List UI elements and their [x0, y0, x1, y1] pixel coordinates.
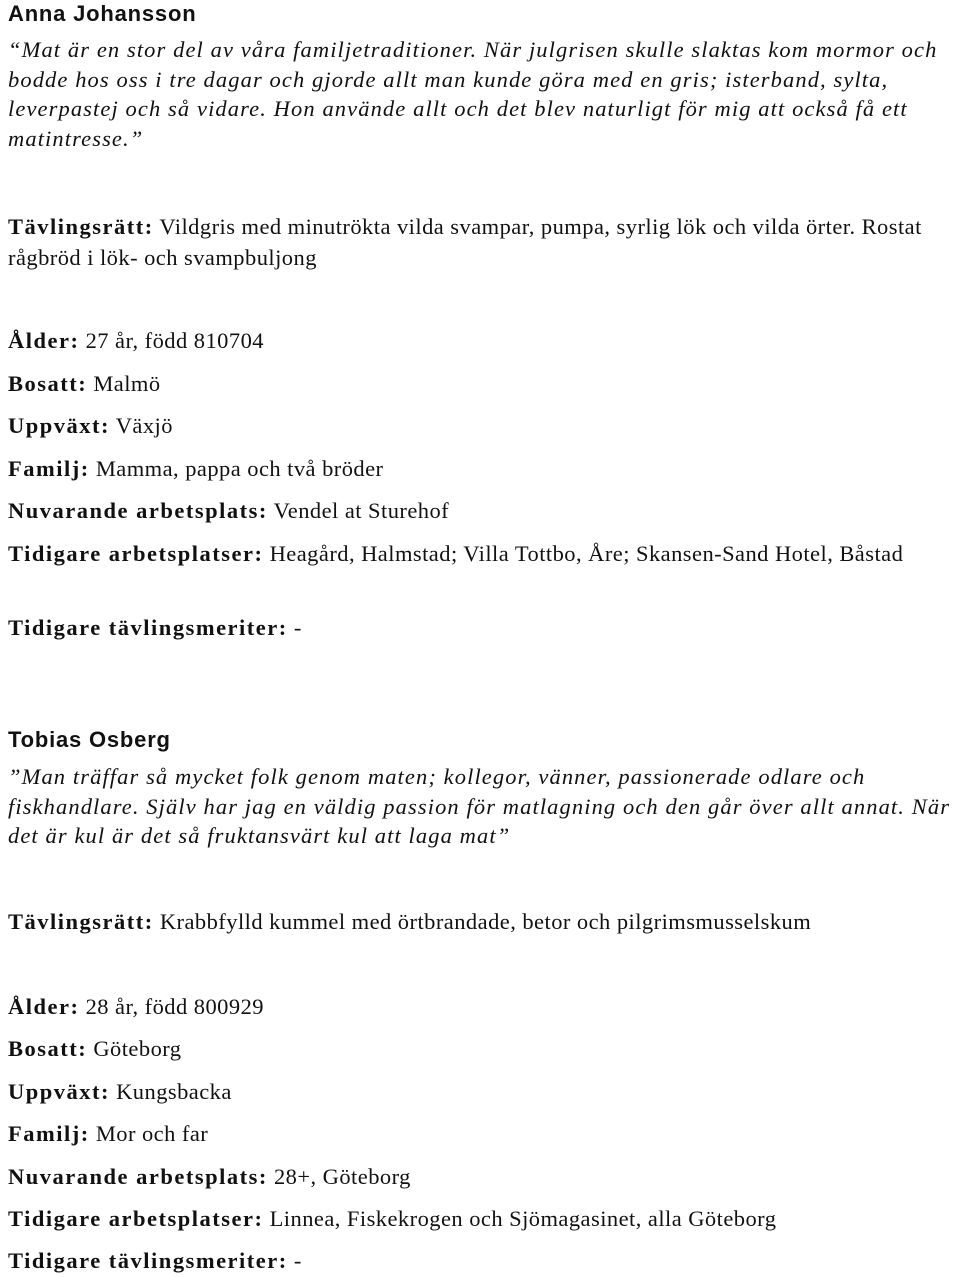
fact-label: Ålder:: [8, 328, 80, 353]
fact-value: Kungsbacka: [116, 1079, 232, 1104]
profile-name: Anna Johansson: [8, 1, 197, 26]
fact-label: Bosatt:: [8, 1036, 88, 1061]
fact-value: Malmö: [93, 371, 161, 396]
competition-dish: [8, 211, 958, 273]
fact-value: 28 år, född 800929: [85, 994, 264, 1019]
fact-value: Växjö: [115, 413, 173, 438]
fact-family: [8, 454, 958, 484]
fact-label: Tidigare tävlingsmeriter:: [8, 1248, 288, 1273]
fact-label: Bosatt:: [8, 371, 88, 396]
profile-quote: “Mat är en stor del av våra familjetraditioner. När julgrisen skulle slaktas kom mormor och bodde hos oss i tre dagar och gjorde allt man kunde göra med en gris; isterband, sylta, leverpastej och så vidare. Hon använde allt och det blev naturligt för mig att också få ett matintresse.”: [8, 37, 938, 151]
fact-current-workplace: [8, 1162, 958, 1192]
fact-current-workplace: [8, 496, 958, 526]
fact-label: Tidigare arbetsplatser:: [8, 1206, 264, 1231]
fact-competition-merits: [8, 613, 958, 643]
competition-dish: [8, 906, 958, 937]
dish-label: Tävlingsrätt:: [8, 214, 154, 239]
fact-value: -: [293, 1248, 302, 1273]
fact-label: Uppväxt:: [8, 1079, 111, 1104]
dish-value: Vildgris med minutrökta vilda svampar, pumpa, syrlig lök och vilda örter. Rostat rågbröd i lök- och svampbuljong: [8, 214, 922, 270]
fact-age: [8, 992, 958, 1022]
fact-family: [8, 1119, 958, 1149]
fact-value: Göteborg: [93, 1036, 182, 1061]
fact-residence: [8, 1034, 958, 1064]
fact-value: Linnea, Fiskekrogen och Sjömagasinet, alla Göteborg: [269, 1206, 777, 1231]
fact-label: Uppväxt:: [8, 413, 111, 438]
fact-label: Tidigare tävlingsmeriter:: [8, 615, 288, 640]
fact-label: Familj:: [8, 1121, 90, 1146]
fact-value: Mamma, pappa och två bröder: [95, 456, 384, 481]
fact-label: Ålder:: [8, 994, 80, 1019]
dish-value: Krabbfylld kummel med örtbrandade, betor och pilgrimsmusselskum: [159, 909, 812, 934]
fact-value: 27 år, född 810704: [85, 328, 264, 353]
profile-quote: ”Man träffar så mycket folk genom maten; kollegor, vänner, passionerade odlare och fiskhandlare. Själv har jag en väldig passion för matlagning och den går över allt annat. När det är kul är det så fruktansvärt kul att laga mat”: [8, 764, 951, 848]
fact-upbringing: [8, 1077, 958, 1107]
fact-value: -: [293, 615, 302, 640]
fact-label: Nuvarande arbetsplats:: [8, 498, 268, 523]
fact-value: Vendel at Sturehof: [273, 498, 450, 523]
fact-residence: [8, 369, 958, 399]
fact-competition-merits: [8, 1246, 958, 1276]
fact-value: Heagård, Halmstad; Villa Tottbo, Åre; Skansen-Sand Hotel, Båstad: [269, 541, 904, 566]
fact-previous-workplaces: [8, 1204, 958, 1234]
fact-previous-workplaces: [8, 539, 958, 569]
profile-name: Tobias Osberg: [8, 727, 171, 752]
fact-label: Tidigare arbetsplatser:: [8, 541, 264, 566]
fact-age: [8, 326, 958, 356]
dish-label: Tävlingsrätt:: [8, 909, 154, 934]
fact-upbringing: [8, 411, 958, 441]
fact-value: 28+, Göteborg: [273, 1164, 411, 1189]
fact-label: Familj:: [8, 456, 90, 481]
fact-label: Nuvarande arbetsplats:: [8, 1164, 268, 1189]
fact-value: Mor och far: [95, 1121, 209, 1146]
